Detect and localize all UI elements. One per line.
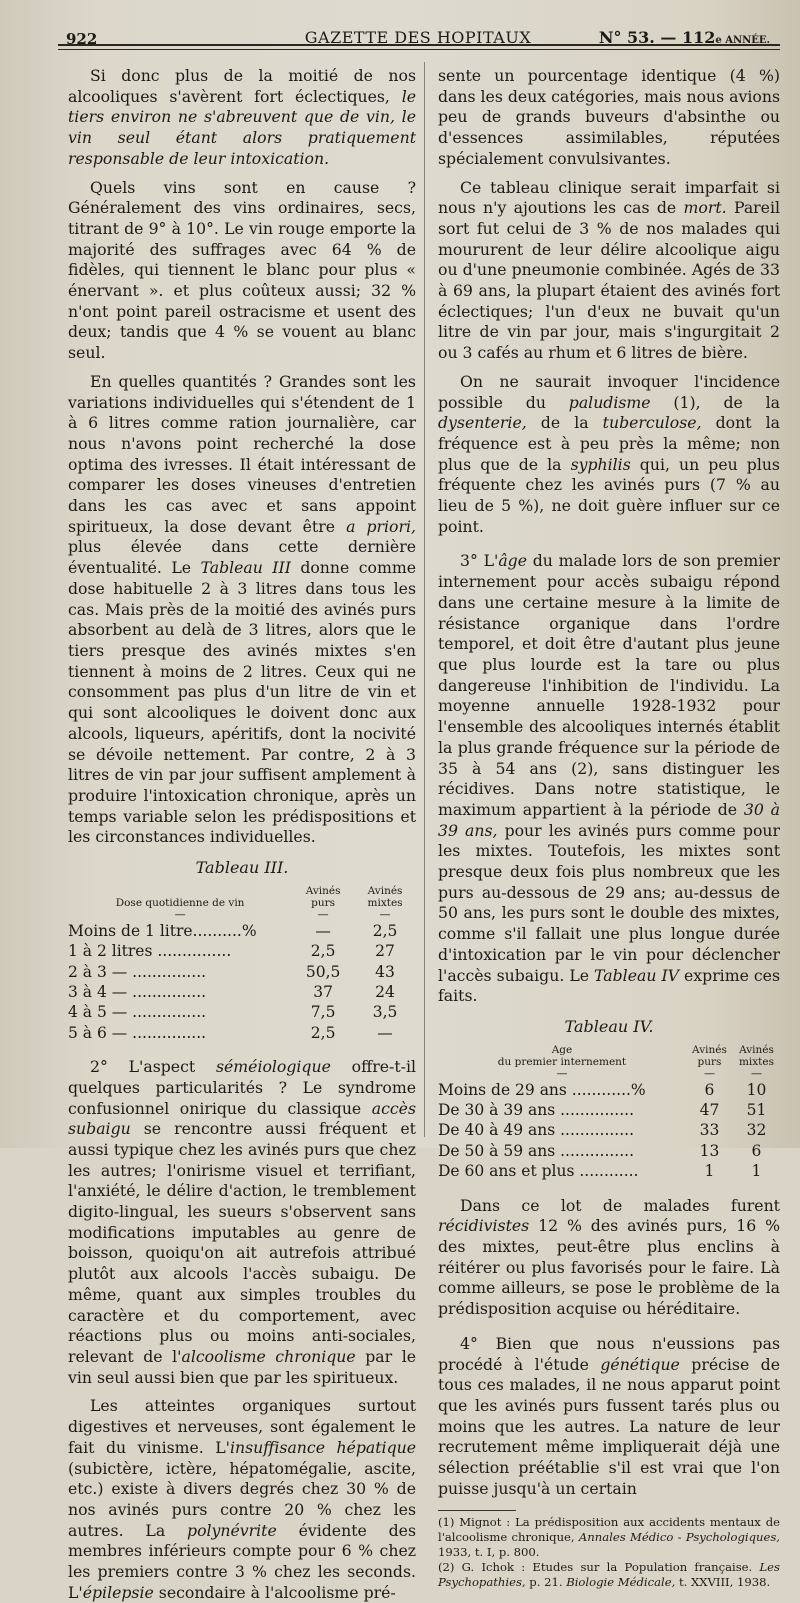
- row-label: Moins de 29 ans ............%: [438, 1080, 646, 1099]
- cell-mixtes: 27: [375, 942, 395, 961]
- italic-run: le tiers environ ne s'abreuvent que de vin, le vin seul étant alors pratiquement responsable de leur intoxication.: [68, 86, 416, 168]
- text-run: Si donc plus de la moitié de nos alcooliques s'avèrent fort éclectiques,: [68, 66, 416, 106]
- text-run: se rencontre aussi fréquent et aussi typique chez les avinés purs que chez les autres; l'onirisme visuel et terrifiant, l'anxiété, le délire d'action, le tremblement digito-lingual, les sueurs s'observent sans modifications imputables au genre de boisson, quoiqu'on ait autrefois attribué plutôt aux alcools l'accès subaigu. De même, quant aux simples troubles du caractère et du comportement, avec réactions plus ou moins anti-sociales, relevant de l': [68, 1119, 416, 1366]
- column-separator: [424, 62, 425, 1137]
- paragraph: [68, 1057, 416, 1388]
- text-run: qui, un peu plus fréquente chez les avinés purs (7 % au lieu de 5 %), ne doit guère influer sur ce point.: [438, 454, 780, 536]
- cell-mixtes: 43: [375, 962, 395, 981]
- italic-run: mort.: [683, 198, 727, 218]
- text-run: Pareil sort fut celui de 3 % de nos malades qui moururent de leur délire alcoolique aigu ou d'une pneumonie combinée. Agés de 33 à 69 ans, la plupart étaient des avinés fort éclectiques; l'un d'eux ne buvait qu'un litre de vin par jour, mais s'ingurgitait 2 ou 3 cafés au rhum et 6 litres de bière.: [438, 198, 780, 363]
- italic-run: 30 à 39 ans,: [438, 799, 780, 840]
- text-run: pour les avinés purs comme pour les mixtes. Toutefois, les mixtes sont presque deux fois plus nombreux que les purs au-dessous de 29 ans; au-dessus de 50 ans, les purs sont le double des mixtes, comme s'il fallait une plus longue durée d'intoxication par le vin pour déclencher l'accès subaigu. Le: [438, 820, 780, 985]
- cell-mixtes: 10: [746, 1080, 767, 1099]
- row-label: 2 à 3 — ...............: [68, 962, 207, 981]
- header-text: Avinés: [305, 884, 341, 897]
- paragraph: [438, 1334, 780, 1500]
- table-dash-row: [68, 909, 416, 921]
- dash: —: [174, 907, 186, 921]
- table-row: [438, 1120, 780, 1140]
- text-run: On ne saurait invoquer l'incidence possible du: [438, 371, 780, 412]
- paragraph: [438, 372, 780, 538]
- cell-purs: —: [315, 921, 331, 940]
- text-run: du malade lors de son premier internement pour accès subaigu répond dans une certaine mesure à la limite de résistance organique dans l'ordre temporel, et doit être d'autant plus jeune que plus lourde est la tare ou plus dangereuse l'inhibition de l'individu. La moyenne annuelle 1928-1932 pour l'ensemble des alcooliques internés établit la plus grande fréquence sur la période de 35 à 54 ans (2), sans distinguer les récidives. Dans notre statistique, le maximum appartient à la période de: [438, 551, 780, 819]
- left-column: [68, 66, 416, 1603]
- table-row: [438, 1161, 780, 1181]
- cell-purs: 2,5: [310, 942, 336, 961]
- text-run: secondaire à l'alcoolisme pré-: [153, 1582, 396, 1602]
- row-label: 1 à 2 litres ...............: [68, 942, 232, 961]
- cell-purs: 37: [313, 982, 333, 1001]
- table-row: [68, 1023, 416, 1043]
- table-col-header: [292, 885, 354, 909]
- cell-mixtes: 1: [751, 1162, 762, 1181]
- paragraph: [68, 1396, 416, 1603]
- italic-run: syphilis: [570, 454, 631, 474]
- running-header: [58, 18, 778, 58]
- row-label: De 30 à 39 ans ...............: [438, 1101, 635, 1120]
- dash: —: [750, 1066, 762, 1080]
- italic-run: insuffisance hépatique: [230, 1437, 416, 1457]
- italic-run: récidivistes: [438, 1216, 530, 1236]
- header-text: du premier internement: [497, 1055, 627, 1068]
- row-label: 4 à 5 — ...............: [68, 1003, 207, 1022]
- italic-run: séméiologique: [215, 1057, 331, 1077]
- cell-mixtes: 32: [746, 1121, 767, 1140]
- text-run: Les atteintes organiques surtout digestives et nerveuses, sont également le fait du vinisme. L': [68, 1396, 416, 1457]
- table-col-label: Dose quotidienne de vin: [115, 896, 245, 909]
- header-text: Avinés: [367, 884, 403, 897]
- italic-run: Annales Médico - Psychologiques,: [578, 1529, 780, 1544]
- cell-mixtes: 2,5: [372, 921, 398, 940]
- paragraph: [68, 66, 416, 170]
- table-col-header: [354, 885, 416, 909]
- footnote-rule: [438, 1510, 516, 1511]
- header-text: Avinés: [739, 1043, 774, 1056]
- text-run: En quelles quantités ? Grandes sont les variations individuelles qui s'étendent de 1 à 6 litres comme ration journalière, car nous n'avons point recherché la dose optima des ivresses. Il était intéressant de comparer les doses vineuses d'entretien dans les cas avec et sans appoint spiritueux, la dose devant être: [68, 371, 416, 536]
- cell-purs: 33: [699, 1121, 720, 1140]
- paragraph: Quels vins sont en cause ? Généralement des vins ordinaires, secs, titrant de 9° à 10°. Le vin rouge emporte la majorité des suffrages avec 64 % de fidèles, qui tiennent le blanc pour plus « énervant ». et plus coûteux aussi; 32 % n'ont point pareil ostracisme et usent des deux; tandis que 4 % se vouent au blanc seul.: [68, 177, 416, 363]
- cell-mixtes: 51: [746, 1101, 767, 1120]
- text-run: 12 % des avinés purs, 16 % des mixtes, peut-être plus enclins à réitérer ou plus favorisés pour le faire. Là comme ailleurs, se pose le problème de la prédisposition acquise ou héréditaire.: [438, 1216, 780, 1319]
- text-run: offre-t-il quelques particularités ? Le syndrome confusionnel onirique du classique: [68, 1057, 416, 1118]
- cell-purs: 6: [704, 1080, 715, 1099]
- header-text: purs: [697, 1055, 722, 1068]
- table-3-title: Tableau III.: [195, 858, 289, 878]
- text-run: de la: [526, 413, 603, 433]
- header-text: Age: [551, 1043, 573, 1056]
- text-run: dont la fréquence est à peu près la même; non plus que de la: [438, 413, 780, 474]
- cell-purs: 2,5: [310, 1023, 336, 1042]
- table-dash-row: [438, 1068, 780, 1080]
- table-row: [68, 962, 416, 982]
- italic-run: Tableau III: [200, 558, 291, 578]
- paragraph: [438, 1196, 780, 1320]
- text-run: 1933, t. I, p. 800.: [438, 1544, 540, 1559]
- text-run: plus élevée dans cette dernière éventualité. Le: [68, 537, 416, 578]
- table-row: [68, 941, 416, 961]
- table-row: [68, 982, 416, 1002]
- text-run: p. 21.: [525, 1574, 567, 1589]
- italic-run: alcoolisme chronique: [181, 1347, 356, 1366]
- cell-mixtes: 24: [375, 982, 395, 1001]
- cell-mixtes: —: [377, 1023, 393, 1042]
- text-run: donne comme dose habituelle 2 à 3 litres dans tous les cas. Mais près de la moitié des avinés purs absorbent au delà de 3 litres, alors que le tiers presque des avinés mixtes s'en tiennent à moins de 2 litres. Ceux qui ne consomment pas plus d'un litre de vin et qui sont alcooliques le doivent donc aux alcools, liqueurs, apéritifs, dont la nocivité se dévoile nettement. Par contre, 2 à 3 litres de vin par jour suffisent amplement à produire l'intoxication chronique, après un temps variable selon les prédispositions et les circonstances individuelles.: [68, 558, 416, 847]
- text-run: 3° L': [460, 551, 499, 571]
- header-text: mixtes: [367, 896, 403, 909]
- issue-number: N° 53. — 112: [598, 28, 716, 47]
- paragraph: [438, 178, 780, 364]
- cell-purs: 7,5: [310, 1003, 336, 1022]
- text-run: 2° L'aspect: [90, 1057, 216, 1077]
- table-4: [438, 1044, 780, 1182]
- footnote: [438, 1515, 780, 1560]
- table-header-row: [68, 885, 416, 909]
- italic-run: génétique: [600, 1354, 680, 1374]
- italic-run: Les Psychopathies,: [438, 1559, 780, 1589]
- header-rule-thin: [58, 49, 780, 50]
- cell-purs: 13: [699, 1141, 720, 1160]
- dash: —: [703, 1066, 715, 1080]
- row-label: 5 à 6 — ...............: [68, 1023, 207, 1042]
- text-run: (1) Mignot : La prédisposition aux accidents mentaux de l'alcoolisme chronique,: [438, 1514, 780, 1544]
- text-run: Ce tableau clinique serait imparfait si nous n'y ajoutions les cas de: [438, 177, 780, 218]
- header-text: purs: [311, 896, 336, 909]
- year-suffix: e ANNÉE.: [715, 35, 770, 46]
- text-run: exprime ces faits.: [438, 965, 780, 1006]
- italic-run: accès subaigu: [68, 1098, 416, 1139]
- text-run: par le vin seul aussi bien que par les spiritueux.: [68, 1347, 416, 1387]
- text-run: (2) G. Ichok : Etudes sur la Population française.: [438, 1559, 760, 1574]
- row-label: De 50 à 59 ans ...............: [438, 1141, 635, 1160]
- row-label: 3 à 4 — ...............: [68, 982, 207, 1001]
- journal-title: GAZETTE DES HOPITAUX: [304, 28, 532, 47]
- dash: —: [317, 907, 329, 921]
- italic-run: épilepsie: [82, 1582, 154, 1602]
- table-row: [68, 921, 416, 941]
- dash: —: [556, 1066, 568, 1080]
- table-col-header: [686, 1044, 733, 1068]
- italic-run: Biologie Médicale,: [566, 1574, 676, 1589]
- cell-purs: 47: [699, 1101, 720, 1120]
- paragraph: [68, 372, 416, 848]
- text-run: (subictère, ictère, hépatomégalie, ascite, etc.) existe à divers degrés chez 30 % de nos avinés purs contre 20 % chez les autres. La: [68, 1458, 416, 1540]
- row-label: De 40 à 49 ans ...............: [438, 1121, 635, 1140]
- text-run: (1), de la: [650, 392, 780, 412]
- cell-purs: 50,5: [305, 962, 341, 981]
- text-run: évidente des membres inférieurs compte pour 6 % chez les premiers contre 3 % chez les seconds. L': [68, 1520, 416, 1602]
- italic-run: dysenterie,: [438, 413, 527, 433]
- cell-purs: 1: [704, 1162, 715, 1181]
- table-row: [438, 1080, 780, 1100]
- paragraph: [438, 551, 780, 1006]
- table-row: [438, 1100, 780, 1120]
- table-row: [68, 1002, 416, 1022]
- row-label: De 60 ans et plus ............: [438, 1162, 639, 1181]
- row-label: Moins de 1 litre..........%: [68, 921, 257, 940]
- header-rule-thick: [58, 44, 780, 46]
- table-col-label: [438, 1044, 686, 1068]
- right-column: [438, 66, 780, 1590]
- italic-run: a priori,: [346, 516, 416, 536]
- footnote: [438, 1560, 780, 1590]
- italic-run: âge: [498, 551, 527, 571]
- table-3: [68, 885, 416, 1043]
- cell-mixtes: 3,5: [372, 1003, 398, 1022]
- text-run: précise de tous ces malades, il ne nous apparut point que les avinés purs fussent tarés plus ou moins que les autres. La nature de leur recrutement même impliquerait déjà une sélection préétablie s'il est vrai que l'on puisse jusqu'à un certain: [438, 1354, 780, 1498]
- cell-mixtes: 6: [751, 1141, 762, 1160]
- header-text: Avinés: [692, 1043, 727, 1056]
- text-run: 4° Bien que nous n'eussions pas procédé à l'étude: [438, 1333, 780, 1374]
- table-4-title: Tableau IV.: [564, 1016, 654, 1036]
- italic-run: polynévrite: [187, 1520, 277, 1540]
- italic-run: tuberculose,: [602, 413, 702, 433]
- page-number: 922: [66, 30, 98, 48]
- table-col-header: [733, 1044, 780, 1068]
- text-run: Dans ce lot de malades furent: [460, 1195, 780, 1215]
- text-run: t. XXVIII, 1938.: [675, 1574, 771, 1589]
- dash: —: [379, 907, 391, 921]
- italic-run: paludisme: [568, 392, 651, 412]
- table-row: [438, 1141, 780, 1161]
- table-header-row: [438, 1044, 780, 1068]
- italic-run: Tableau IV: [594, 965, 679, 985]
- header-text: mixtes: [738, 1055, 774, 1068]
- paragraph: sente un pourcentage identique (4 %) dans les deux catégories, mais nous avions peu de grands buveurs d'absinthe ou d'essences assimilables, réputées spécialement convulsivantes.: [438, 66, 780, 168]
